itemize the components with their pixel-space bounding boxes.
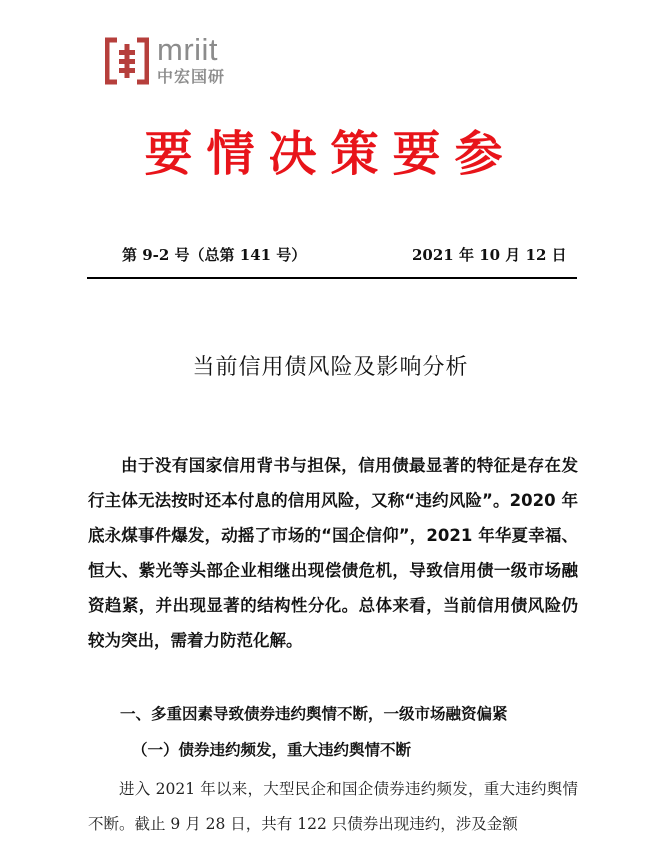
section-heading: 一、多重因素导致债券违约舆情不断，一级市场融资偏紧 bbox=[120, 704, 508, 723]
body-paragraph: 进入 2021 年以来，大型民企和国企债券违约频发，重大违约舆情不断。截止 9 月 28 日，共有 122 只债券出现违约，涉及金额 bbox=[88, 780, 578, 833]
logo-mark-icon bbox=[105, 36, 149, 86]
subsection-heading: （一）债券违约频发，重大违约舆情不断 bbox=[132, 740, 412, 759]
lead-paragraph: 由于没有国家信用背书与担保，信用债最显著的特征是存在发行主体无法按时还本付息的信用风险，又称“违约风险”。2020 年底永煤事件爆发，动摇了市场的“国企信仰”，2021 年华夏幸福、恒大、紫光等头部企业相继出现偿债危机，导致信用债一级市场融资趋紧，并出现显著的结构性分化。总体来看，当前信用债风险仍较为突出，需着力防范化解。 bbox=[88, 456, 578, 650]
issue-number: 第 9-2 号（总第 141 号） bbox=[122, 246, 307, 264]
masthead-title: 要情决策要参 bbox=[144, 126, 517, 182]
logo-text-en: mriit bbox=[157, 32, 219, 67]
logo bbox=[105, 34, 245, 90]
header-rule bbox=[87, 277, 577, 279]
article-title: 当前信用债风险及影响分析 bbox=[192, 355, 469, 380]
logo-text-cn: 中宏国研 bbox=[157, 67, 226, 86]
issue-date: 2021 年 10 月 12 日 bbox=[412, 246, 567, 264]
